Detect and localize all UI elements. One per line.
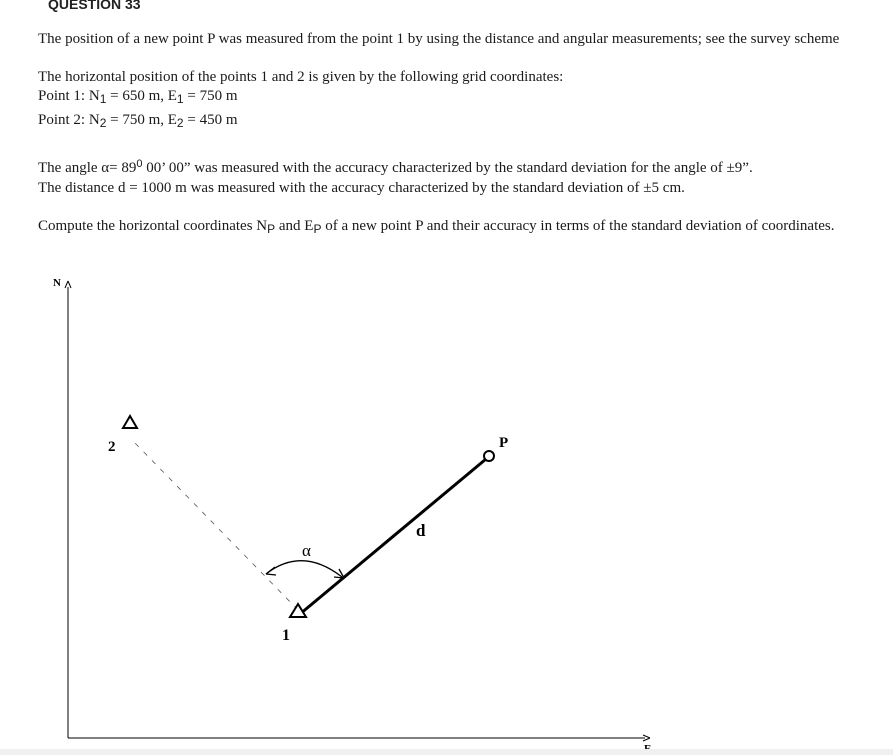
line-1-to-p <box>300 459 486 614</box>
point-2-triangle-icon <box>123 416 137 428</box>
line-1-to-2 <box>134 442 298 610</box>
angle-text: The angle $\alpha= 89^0$ 00’ 00” was measured with the accuracy characterized by the standard deviation for the angle of ±9”. <box>38 158 753 176</box>
question-heading: QUESTION 33 <box>48 0 141 12</box>
point1-coordinates: Point 1: $N_1 = 650$ m, $E_1 = 750$ m <box>38 88 238 106</box>
compute-text: Compute the horizontal coordinates $N_P$ and $E_P$ of a new point P and their accuracy in terms of the standard deviation of coordinates. <box>38 218 835 236</box>
point-1-label: 1 <box>282 627 290 644</box>
bottom-strip <box>0 749 893 755</box>
angle-arc <box>266 561 342 577</box>
point-2-label: 2 <box>108 439 116 455</box>
coords-intro-text: The horizontal position of the points 1 and 2 is given by the following grid coordinates: <box>38 69 564 85</box>
intro-text: The position of a new point P was measured from the point 1 by using the distance and angular measurements; see the survey scheme <box>38 31 840 47</box>
point-p-label: P <box>499 435 509 451</box>
point2-coordinates: Point 2: $N_2 = 750$ m, $E_2 = 450$ m <box>38 112 238 130</box>
point-p-circle-icon <box>484 451 494 461</box>
angle-alpha-label: α <box>302 541 311 560</box>
distance-d-label: d <box>416 521 426 540</box>
distance-text: The distance d = 1000 m was measured with the accuracy characterized by the standard deviation of ±5 cm. <box>38 180 685 196</box>
n-axis-label: N <box>53 277 61 289</box>
n-axis-arrow <box>65 281 71 288</box>
